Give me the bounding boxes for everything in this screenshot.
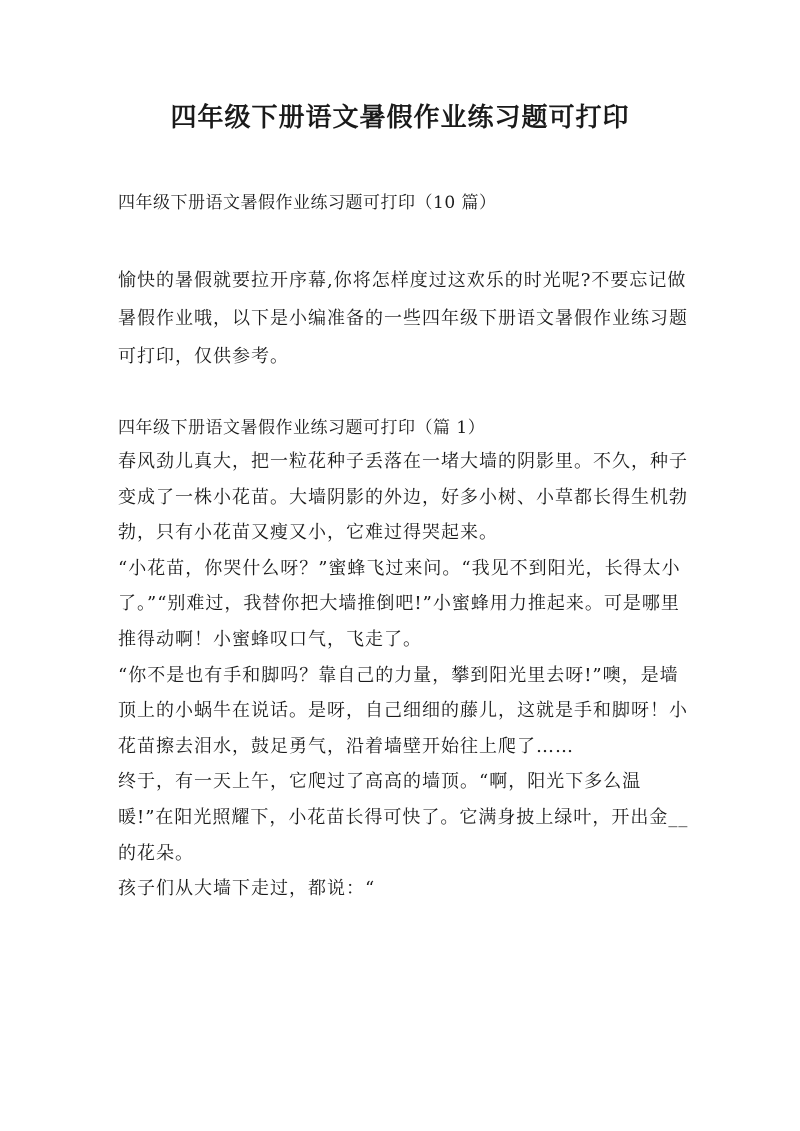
section-paragraph: 终于，有一天上午，它爬过了高高的墙顶。“啊，阳光下多么温暖!”在阳光照耀下，小花苗长得可快了。它满身披上绿叶，开出金__的花朵。 bbox=[118, 771, 689, 864]
section-paragraph: 春风劲儿真大，把一粒花种子丢落在一堵大墙的阴影里。不久，种子变成了一株小花苗。大墙阴影的外边，好多小树、小草都长得生机勃勃，只有小花苗又瘦又小，它难过得哭起来。 bbox=[118, 451, 688, 544]
section-1 bbox=[118, 412, 690, 907]
section-paragraph: “小花苗，你哭什么呀？”蜜蜂飞过来问。“我见不到阳光，长得太小了。”“别难过，我替你把大墙推倒吧!”小蜜蜂用力推起来。可是哪里推得动啊！小蜜蜂叹口气，飞走了。 bbox=[118, 557, 681, 650]
section-paragraph: “你不是也有手和脚吗？靠自己的力量，攀到阳光里去呀!”噢，是墙顶上的小蜗牛在说话。是呀，自己细细的藤儿，这就是手和脚呀！小花苗擦去泪水，鼓足勇气，沿着墙壁开始往上爬了…… bbox=[118, 664, 688, 757]
section-paragraph: 孩子们从大墙下走过，都说：“ bbox=[118, 878, 376, 900]
intro-paragraph: 愉快的暑假就要拉开序幕,你将怎样度过这欢乐的时光呢?不要忘记做暑假作业哦，以下是小编准备的一些四年级下册语文暑假作业练习题可打印，仅供参考。 bbox=[118, 270, 688, 367]
document-title: 四年级下册语文暑假作业练习题可打印 bbox=[170, 103, 630, 133]
section-heading: 四年级下册语文暑假作业练习题可打印（篇 1） bbox=[118, 418, 486, 438]
document-subtitle: 四年级下册语文暑假作业练习题可打印（10 篇） bbox=[118, 193, 497, 213]
